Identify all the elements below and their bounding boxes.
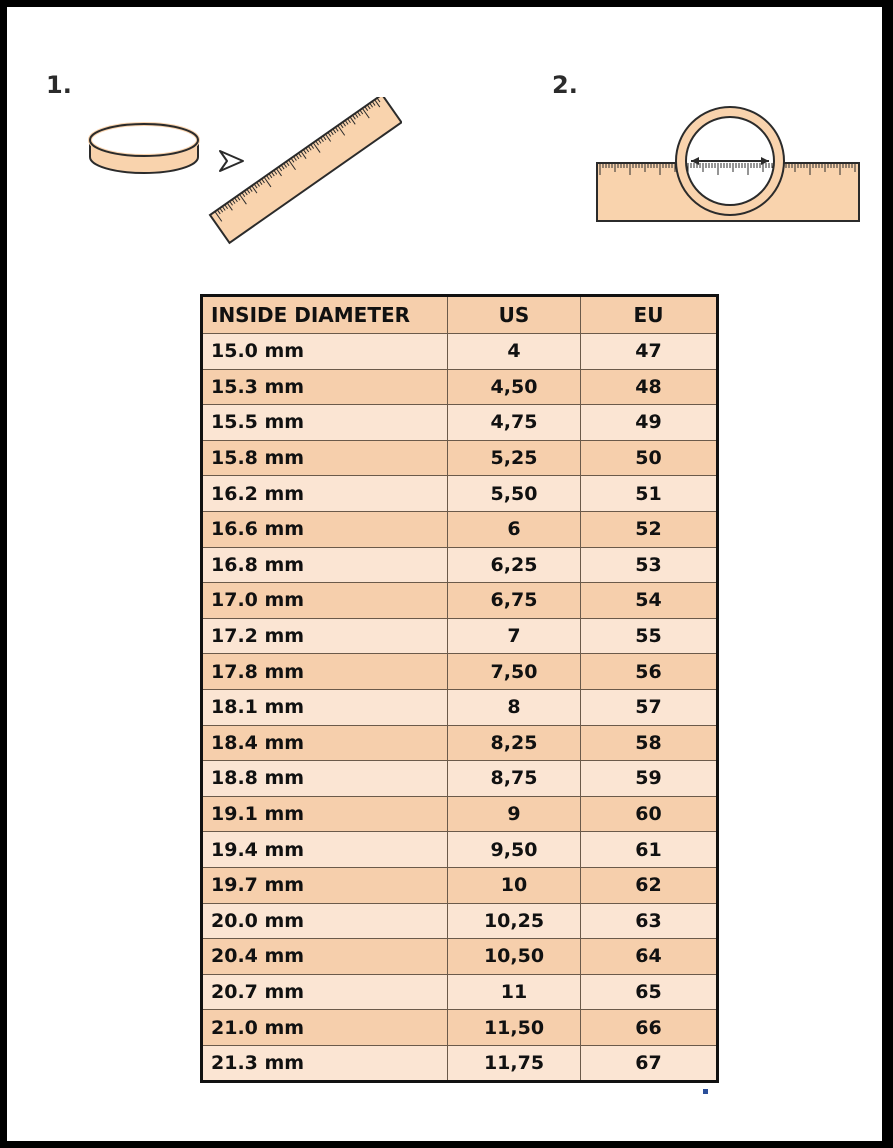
table-row xyxy=(202,939,718,975)
us-size-cell: 10,50 xyxy=(448,939,581,975)
us-size-cell: 10 xyxy=(448,867,581,903)
us-size-cell: 8 xyxy=(448,689,581,725)
eu-size-cell: 63 xyxy=(581,903,718,939)
us-size-cell: 11,75 xyxy=(448,1045,581,1082)
ring-icon xyxy=(85,115,210,185)
eu-size-cell: 49 xyxy=(581,405,718,441)
table-row xyxy=(202,369,718,405)
inside-diameter-cell: 19.7 mm xyxy=(202,867,448,903)
inside-diameter-cell: 18.4 mm xyxy=(202,725,448,761)
inside-diameter-cell: 15.5 mm xyxy=(202,405,448,441)
table-row xyxy=(202,761,718,797)
eu-size-cell: 65 xyxy=(581,974,718,1010)
table-row xyxy=(202,903,718,939)
eu-size-cell: 55 xyxy=(581,618,718,654)
table-row xyxy=(202,618,718,654)
inside-diameter-cell: 20.4 mm xyxy=(202,939,448,975)
us-size-cell: 9 xyxy=(448,796,581,832)
us-size-cell: 6 xyxy=(448,511,581,547)
us-size-cell: 4,50 xyxy=(448,369,581,405)
eu-size-cell: 62 xyxy=(581,867,718,903)
inside-diameter-cell: 15.8 mm xyxy=(202,440,448,476)
eu-size-cell: 59 xyxy=(581,761,718,797)
column-header-eu: EU xyxy=(581,296,718,334)
table-row xyxy=(202,1045,718,1082)
table-row xyxy=(202,547,718,583)
inside-diameter-cell: 17.8 mm xyxy=(202,654,448,690)
table-row xyxy=(202,334,718,370)
table-row xyxy=(202,440,718,476)
table-row xyxy=(202,689,718,725)
table-row xyxy=(202,1010,718,1046)
inside-diameter-cell: 21.0 mm xyxy=(202,1010,448,1046)
us-size-cell: 7 xyxy=(448,618,581,654)
table-row xyxy=(202,476,718,512)
eu-size-cell: 54 xyxy=(581,583,718,619)
us-size-cell: 5,50 xyxy=(448,476,581,512)
eu-size-cell: 67 xyxy=(581,1045,718,1082)
inside-diameter-cell: 19.1 mm xyxy=(202,796,448,832)
inside-diameter-cell: 19.4 mm xyxy=(202,832,448,868)
table-row xyxy=(202,405,718,441)
step-2-label: 2. xyxy=(552,71,578,99)
table-row xyxy=(202,583,718,619)
eu-size-cell: 48 xyxy=(581,369,718,405)
inside-diameter-cell: 16.6 mm xyxy=(202,511,448,547)
inside-diameter-cell: 17.0 mm xyxy=(202,583,448,619)
ring-size-table xyxy=(200,294,719,1083)
table-row xyxy=(202,654,718,690)
inside-diameter-cell: 20.0 mm xyxy=(202,903,448,939)
eu-size-cell: 50 xyxy=(581,440,718,476)
inside-diameter-cell: 20.7 mm xyxy=(202,974,448,1010)
inside-diameter-cell: 17.2 mm xyxy=(202,618,448,654)
table-row xyxy=(202,974,718,1010)
us-size-cell: 7,50 xyxy=(448,654,581,690)
eu-size-cell: 66 xyxy=(581,1010,718,1046)
eu-size-cell: 52 xyxy=(581,511,718,547)
us-size-cell: 6,25 xyxy=(448,547,581,583)
us-size-cell: 11,50 xyxy=(448,1010,581,1046)
us-size-cell: 6,75 xyxy=(448,583,581,619)
ring-size-sheet xyxy=(7,7,882,1141)
inside-diameter-cell: 21.3 mm xyxy=(202,1045,448,1082)
eu-size-cell: 53 xyxy=(581,547,718,583)
column-header-us: US xyxy=(448,296,581,334)
us-size-cell: 8,25 xyxy=(448,725,581,761)
column-header-inside-diameter: INSIDE DIAMETER xyxy=(202,296,448,334)
table-row xyxy=(202,832,718,868)
inside-diameter-cell: 15.3 mm xyxy=(202,369,448,405)
us-size-cell: 10,25 xyxy=(448,903,581,939)
us-size-cell: 9,50 xyxy=(448,832,581,868)
table-row xyxy=(202,511,718,547)
eu-size-cell: 61 xyxy=(581,832,718,868)
inside-diameter-cell: 18.1 mm xyxy=(202,689,448,725)
eu-size-cell: 47 xyxy=(581,334,718,370)
us-size-cell: 4 xyxy=(448,334,581,370)
us-size-cell: 11 xyxy=(448,974,581,1010)
table-row xyxy=(202,725,718,761)
eu-size-cell: 51 xyxy=(581,476,718,512)
table-row xyxy=(202,867,718,903)
table-header-row xyxy=(202,296,718,334)
inside-diameter-cell: 18.8 mm xyxy=(202,761,448,797)
eu-size-cell: 56 xyxy=(581,654,718,690)
eu-size-cell: 57 xyxy=(581,689,718,725)
eu-size-cell: 64 xyxy=(581,939,718,975)
table-row xyxy=(202,796,718,832)
us-size-cell: 8,75 xyxy=(448,761,581,797)
eu-size-cell: 58 xyxy=(581,725,718,761)
eu-size-cell: 60 xyxy=(581,796,718,832)
inside-diameter-cell: 16.2 mm xyxy=(202,476,448,512)
step-1-label: 1. xyxy=(46,71,72,99)
us-size-cell: 5,25 xyxy=(448,440,581,476)
inside-diameter-cell: 15.0 mm xyxy=(202,334,448,370)
ruler-with-ring-icon xyxy=(595,97,865,225)
inside-diameter-cell: 16.8 mm xyxy=(202,547,448,583)
ruler-icon xyxy=(202,97,402,257)
table-resize-handle xyxy=(703,1089,708,1094)
us-size-cell: 4,75 xyxy=(448,405,581,441)
